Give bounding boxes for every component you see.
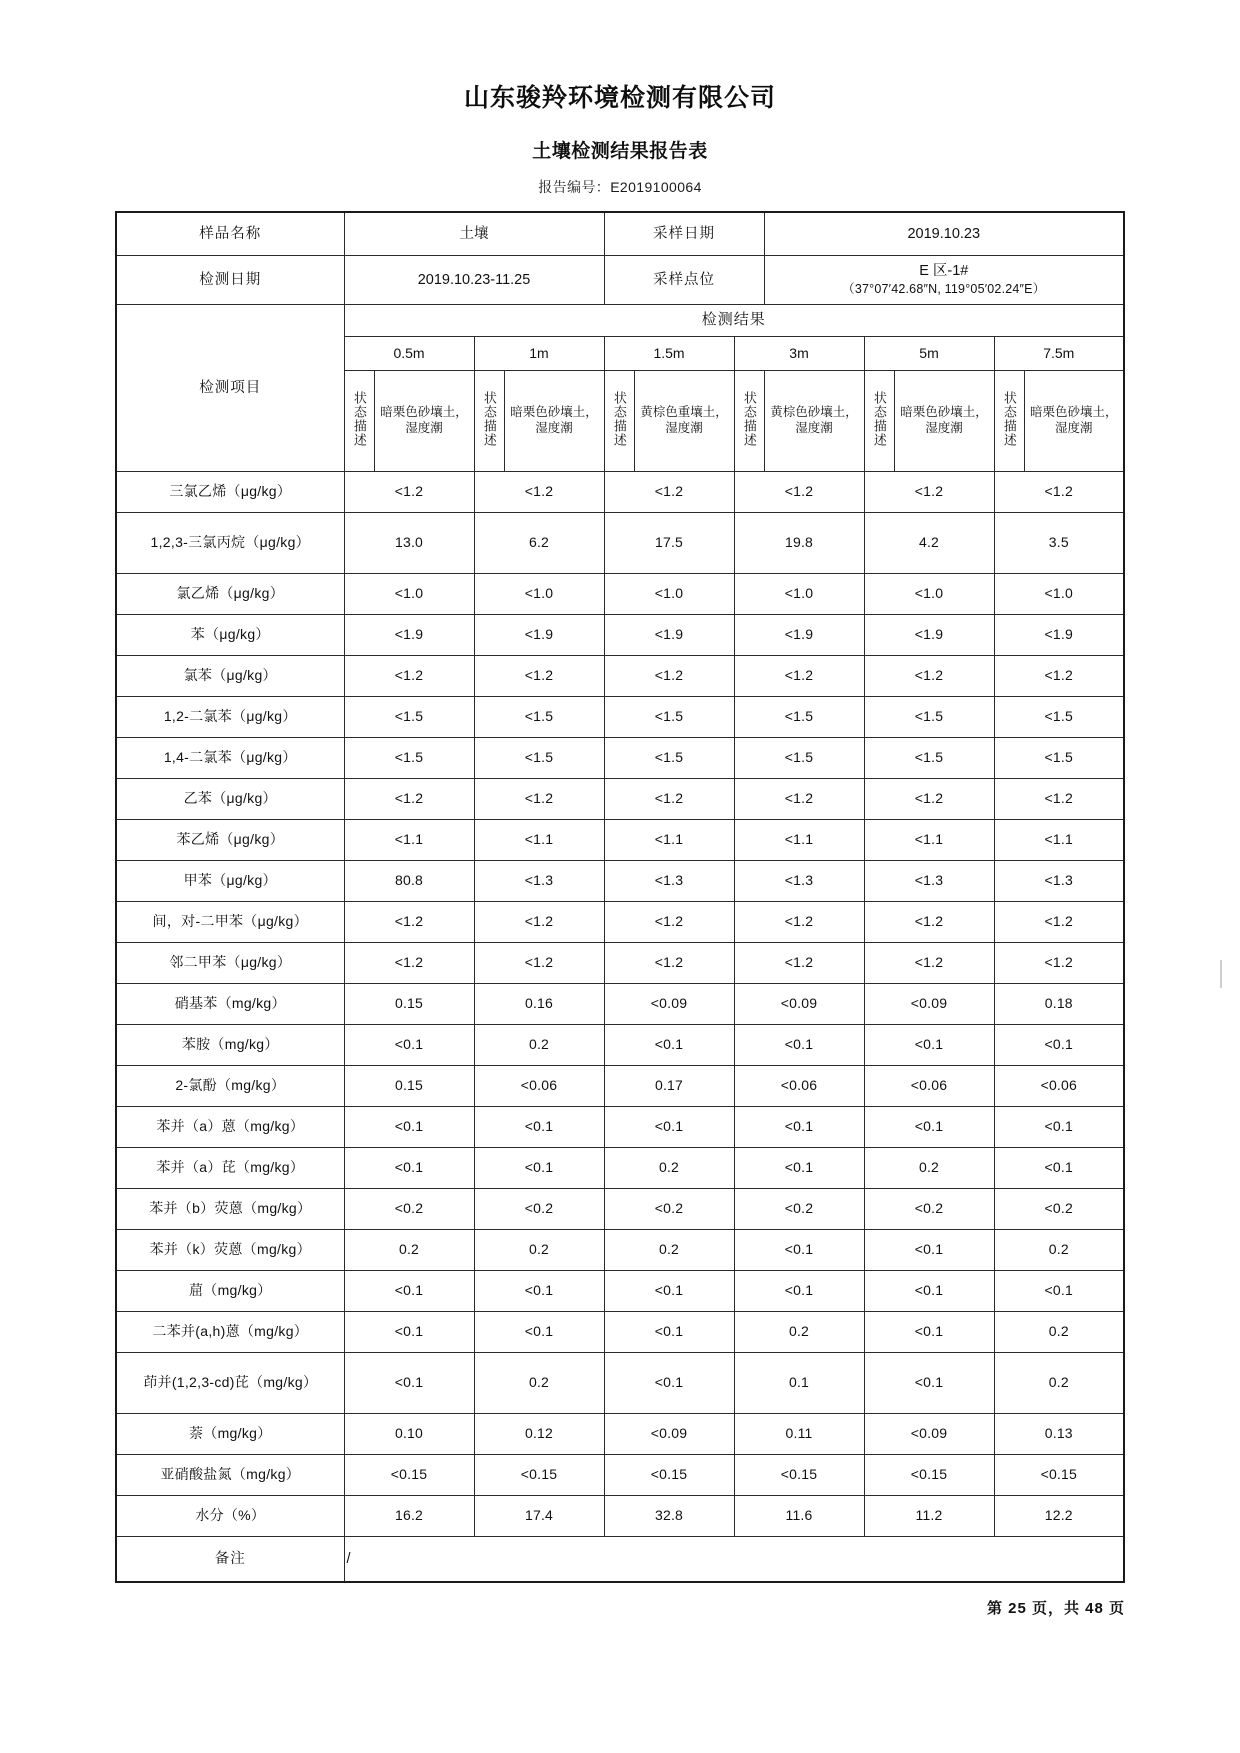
- depth-header-4: 5m: [864, 337, 994, 371]
- analyte-value: <1.0: [864, 574, 994, 615]
- table-row: [116, 615, 1124, 656]
- analyte-value: <0.1: [734, 1230, 864, 1271]
- remark-label: 备注: [116, 1537, 344, 1583]
- analyte-value: <0.09: [864, 1414, 994, 1455]
- analyte-value: <0.15: [344, 1455, 474, 1496]
- analyte-name: 萘（mg/kg）: [116, 1414, 344, 1455]
- analyte-value: <1.1: [604, 820, 734, 861]
- analyte-value: 0.1: [734, 1353, 864, 1414]
- analyte-value: 17.4: [474, 1496, 604, 1537]
- depth-header-3: 3m: [734, 337, 864, 371]
- analyte-value: <0.1: [344, 1025, 474, 1066]
- analyte-value: <0.09: [604, 1414, 734, 1455]
- analyte-value: <1.0: [344, 574, 474, 615]
- table-row: [116, 984, 1124, 1025]
- analyte-name: 苯（μg/kg）: [116, 615, 344, 656]
- state-header-4: 状态描述: [864, 371, 894, 472]
- analyte-value: <0.1: [864, 1025, 994, 1066]
- analyte-value: <1.2: [474, 943, 604, 984]
- analyte-value: 80.8: [344, 861, 474, 902]
- description-4: 暗栗色砂壤土，湿度潮: [894, 371, 994, 472]
- analyte-value: <1.1: [344, 820, 474, 861]
- table-row: [116, 820, 1124, 861]
- table-row: [116, 513, 1124, 574]
- analyte-value: <1.9: [994, 615, 1124, 656]
- analyte-value: 0.15: [344, 984, 474, 1025]
- analyte-value: <1.3: [734, 861, 864, 902]
- description-0: 暗栗色砂壤土，湿度潮: [374, 371, 474, 472]
- analyte-value: <1.2: [734, 779, 864, 820]
- table-row-remark: [116, 1537, 1124, 1583]
- analyte-value: <0.15: [864, 1455, 994, 1496]
- analyte-value: 0.2: [994, 1230, 1124, 1271]
- depth-header-2: 1.5m: [604, 337, 734, 371]
- analyte-value: <0.1: [864, 1312, 994, 1353]
- analyte-value: <1.2: [864, 779, 994, 820]
- table-row: [116, 738, 1124, 779]
- analyte-value: <1.2: [994, 472, 1124, 513]
- analyte-value: 0.16: [474, 984, 604, 1025]
- item-column-header: 检测项目: [116, 305, 344, 472]
- analyte-value: <0.1: [344, 1353, 474, 1414]
- table-row: [116, 1189, 1124, 1230]
- analyte-value: 0.2: [604, 1230, 734, 1271]
- table-row: [116, 472, 1124, 513]
- analyte-value: <1.2: [344, 779, 474, 820]
- description-3: 黄棕色砂壤土，湿度潮: [764, 371, 864, 472]
- analyte-value: <0.1: [344, 1148, 474, 1189]
- analyte-value: <1.2: [604, 472, 734, 513]
- analyte-value: 0.12: [474, 1414, 604, 1455]
- sampling-point-value: [764, 256, 1124, 305]
- analyte-value: <1.0: [474, 574, 604, 615]
- analyte-value: <1.9: [474, 615, 604, 656]
- analyte-value: <1.9: [344, 615, 474, 656]
- analyte-value: <0.2: [994, 1189, 1124, 1230]
- analyte-value: <0.06: [474, 1066, 604, 1107]
- analyte-value: 0.2: [474, 1353, 604, 1414]
- analyte-value: <1.3: [604, 861, 734, 902]
- analyte-value: <1.0: [734, 574, 864, 615]
- analyte-value: 32.8: [604, 1496, 734, 1537]
- analyte-name: 苯并（b）荧蒽（mg/kg）: [116, 1189, 344, 1230]
- table-row: [116, 861, 1124, 902]
- analyte-value: <1.2: [864, 902, 994, 943]
- analyte-value: <1.5: [474, 738, 604, 779]
- state-header-2: 状态描述: [604, 371, 634, 472]
- analyte-value: <0.06: [994, 1066, 1124, 1107]
- analyte-value: <0.1: [994, 1025, 1124, 1066]
- analyte-value: <0.2: [734, 1189, 864, 1230]
- analyte-value: 0.2: [994, 1312, 1124, 1353]
- analyte-value: <0.1: [474, 1271, 604, 1312]
- analyte-value: <1.3: [474, 861, 604, 902]
- analyte-name: 水分（%）: [116, 1496, 344, 1537]
- analyte-value: <1.5: [994, 738, 1124, 779]
- analyte-value: <1.9: [864, 615, 994, 656]
- analyte-value: 17.5: [604, 513, 734, 574]
- analyte-value: <0.09: [604, 984, 734, 1025]
- analyte-name: 1,2-二氯苯（μg/kg）: [116, 697, 344, 738]
- analyte-value: <0.09: [864, 984, 994, 1025]
- state-header-0: 状态描述: [344, 371, 374, 472]
- analyte-value: 0.2: [734, 1312, 864, 1353]
- analyte-value: <0.15: [604, 1455, 734, 1496]
- analyte-value: <0.09: [734, 984, 864, 1025]
- analyte-name: 茚并(1,2,3-cd)芘（mg/kg）: [116, 1353, 344, 1414]
- analyte-value: <0.1: [864, 1271, 994, 1312]
- analyte-value: <0.15: [994, 1455, 1124, 1496]
- table-row: [116, 1414, 1124, 1455]
- table-row: [116, 1455, 1124, 1496]
- analyte-value: <0.1: [344, 1312, 474, 1353]
- analyte-name: 亚硝酸盐氮（mg/kg）: [116, 1455, 344, 1496]
- sample-name-value: 土壤: [344, 212, 604, 256]
- analyte-value: 0.2: [864, 1148, 994, 1189]
- analyte-name: 苯并（a）蒽（mg/kg）: [116, 1107, 344, 1148]
- analyte-value: <1.2: [344, 943, 474, 984]
- description-5: 暗栗色砂壤土，湿度潮: [1024, 371, 1124, 472]
- analyte-name: 硝基苯（mg/kg）: [116, 984, 344, 1025]
- state-header-5: 状态描述: [994, 371, 1024, 472]
- analyte-value: <1.2: [344, 902, 474, 943]
- analyte-value: 3.5: [994, 513, 1124, 574]
- results-group-header: 检测结果: [344, 305, 1124, 337]
- analyte-value: <1.5: [344, 697, 474, 738]
- analyte-value: <1.2: [864, 943, 994, 984]
- analyte-value: <1.2: [994, 943, 1124, 984]
- table-row: [116, 1025, 1124, 1066]
- analyte-value: 12.2: [994, 1496, 1124, 1537]
- analyte-value: 11.2: [864, 1496, 994, 1537]
- sampling-point-label: 采样点位: [604, 256, 764, 305]
- analyte-name: 䓛（mg/kg）: [116, 1271, 344, 1312]
- analyte-name: 间，对-二甲苯（μg/kg）: [116, 902, 344, 943]
- analyte-value: <1.3: [864, 861, 994, 902]
- analyte-value: <1.2: [474, 656, 604, 697]
- analyte-value: <0.06: [734, 1066, 864, 1107]
- analyte-value: <0.2: [864, 1189, 994, 1230]
- analyte-value: 0.2: [344, 1230, 474, 1271]
- analyte-value: <1.2: [864, 472, 994, 513]
- analyte-value: <0.06: [864, 1066, 994, 1107]
- analyte-value: <0.1: [344, 1107, 474, 1148]
- analyte-value: <1.2: [734, 902, 864, 943]
- analyte-value: 0.13: [994, 1414, 1124, 1455]
- page-title: 土壤检测结果报告表: [532, 141, 708, 162]
- analyte-value: <0.1: [734, 1271, 864, 1312]
- analyte-value: <1.5: [474, 697, 604, 738]
- analyte-value: 0.2: [994, 1353, 1124, 1414]
- analyte-value: <1.2: [604, 779, 734, 820]
- table-row: [116, 1148, 1124, 1189]
- report-number-label: 报告编号：: [538, 179, 611, 195]
- analyte-value: 0.17: [604, 1066, 734, 1107]
- analyte-value: 0.11: [734, 1414, 864, 1455]
- analyte-value: <1.2: [474, 779, 604, 820]
- analyte-value: 0.18: [994, 984, 1124, 1025]
- report-number-value: E2019100064: [610, 179, 702, 195]
- analyte-value: 11.6: [734, 1496, 864, 1537]
- analyte-value: <0.1: [604, 1353, 734, 1414]
- table-row-test-info: [116, 256, 1124, 305]
- analyte-value: <1.5: [734, 697, 864, 738]
- state-header-3: 状态描述: [734, 371, 764, 472]
- analyte-value: <0.2: [604, 1189, 734, 1230]
- analyte-value: <0.1: [474, 1312, 604, 1353]
- analyte-name: 乙苯（μg/kg）: [116, 779, 344, 820]
- state-header-1: 状态描述: [474, 371, 504, 472]
- analyte-value: <1.1: [474, 820, 604, 861]
- analyte-value: <1.5: [604, 697, 734, 738]
- analyte-value: 19.8: [734, 513, 864, 574]
- analyte-value: <0.1: [734, 1107, 864, 1148]
- analyte-value: <0.1: [604, 1312, 734, 1353]
- analyte-value: <1.2: [474, 902, 604, 943]
- analyte-value: <1.5: [994, 697, 1124, 738]
- analyte-name: 苯胺（mg/kg）: [116, 1025, 344, 1066]
- table-row: [116, 1312, 1124, 1353]
- analyte-name: 邻二甲苯（μg/kg）: [116, 943, 344, 984]
- table-row: [116, 1496, 1124, 1537]
- analyte-value: <0.1: [474, 1148, 604, 1189]
- table-row: [116, 1230, 1124, 1271]
- analyte-value: <1.5: [344, 738, 474, 779]
- company-name: 山东骏羚环境检测有限公司: [463, 84, 776, 112]
- analyte-name: 甲苯（μg/kg）: [116, 861, 344, 902]
- analyte-value: <0.1: [604, 1271, 734, 1312]
- scan-edge-mark: [1220, 960, 1222, 988]
- page-footer: 第 25 页，共 48 页: [986, 1600, 1125, 1617]
- analyte-value: <1.2: [344, 656, 474, 697]
- remark-value: /: [344, 1537, 1124, 1583]
- test-date-value: 2019.10.23-11.25: [344, 256, 604, 305]
- analyte-rows: [116, 472, 1124, 1537]
- analyte-value: <0.2: [344, 1189, 474, 1230]
- analyte-value: <1.1: [994, 820, 1124, 861]
- table-row: [116, 1271, 1124, 1312]
- analyte-value: <1.2: [734, 943, 864, 984]
- sampling-date-label: 采样日期: [604, 212, 764, 256]
- analyte-name: 三氯乙烯（μg/kg）: [116, 472, 344, 513]
- analyte-value: <1.2: [604, 656, 734, 697]
- analyte-name: 1,4-二氯苯（μg/kg）: [116, 738, 344, 779]
- analyte-name: 苯并（k）荧蒽（mg/kg）: [116, 1230, 344, 1271]
- analyte-value: <1.5: [864, 697, 994, 738]
- analyte-value: 13.0: [344, 513, 474, 574]
- analyte-value: <1.9: [734, 615, 864, 656]
- analyte-value: <0.1: [344, 1271, 474, 1312]
- analyte-value: 0.10: [344, 1414, 474, 1455]
- analyte-value: <0.1: [734, 1148, 864, 1189]
- sampling-point-coordinates: （37°07′42.68″N, 119°05′02.24″E）: [842, 282, 1046, 297]
- analyte-value: <0.1: [604, 1025, 734, 1066]
- depth-header-0: 0.5m: [344, 337, 474, 371]
- table-row: [116, 1066, 1124, 1107]
- analyte-value: <1.2: [734, 472, 864, 513]
- analyte-value: <1.2: [604, 902, 734, 943]
- analyte-value: <1.3: [994, 861, 1124, 902]
- table-row: [116, 1353, 1124, 1414]
- analyte-value: 16.2: [344, 1496, 474, 1537]
- analyte-value: 4.2: [864, 513, 994, 574]
- analyte-value: <0.1: [864, 1353, 994, 1414]
- depth-header-5: 7.5m: [994, 337, 1124, 371]
- table-row: [116, 574, 1124, 615]
- analyte-name: 2-氯酚（mg/kg）: [116, 1066, 344, 1107]
- test-date-label: 检测日期: [116, 256, 344, 305]
- analyte-value: 0.2: [474, 1230, 604, 1271]
- table-row: [116, 902, 1124, 943]
- analyte-value: <0.1: [864, 1230, 994, 1271]
- analyte-value: <1.2: [864, 656, 994, 697]
- analyte-name: 1,2,3-三氯丙烷（μg/kg）: [116, 513, 344, 574]
- analyte-value: <0.1: [604, 1107, 734, 1148]
- depth-header-1: 1m: [474, 337, 604, 371]
- analyte-value: <1.1: [734, 820, 864, 861]
- analyte-value: <1.0: [604, 574, 734, 615]
- table-row-results-header: [116, 305, 1124, 337]
- analyte-value: 0.2: [474, 1025, 604, 1066]
- table-row-sample-info: [116, 212, 1124, 256]
- sample-name-label: 样品名称: [116, 212, 344, 256]
- analyte-name: 苯乙烯（μg/kg）: [116, 820, 344, 861]
- analyte-value: <1.2: [994, 656, 1124, 697]
- analyte-value: <0.2: [474, 1189, 604, 1230]
- analyte-value: <0.1: [994, 1107, 1124, 1148]
- analyte-value: 6.2: [474, 513, 604, 574]
- analyte-value: <0.15: [734, 1455, 864, 1496]
- analyte-name: 氯苯（μg/kg）: [116, 656, 344, 697]
- analyte-name: 苯并（a）芘（mg/kg）: [116, 1148, 344, 1189]
- table-row: [116, 1107, 1124, 1148]
- description-1: 暗栗色砂壤土，湿度潮: [504, 371, 604, 472]
- analyte-value: <1.2: [474, 472, 604, 513]
- analyte-value: <0.1: [994, 1271, 1124, 1312]
- results-table-container: [115, 211, 1125, 1583]
- analyte-value: 0.15: [344, 1066, 474, 1107]
- report-number: [0, 177, 1240, 197]
- analyte-value: <0.1: [864, 1107, 994, 1148]
- description-2: 黄棕色重壤土，湿度潮: [634, 371, 734, 472]
- analyte-value: 0.2: [604, 1148, 734, 1189]
- analyte-value: <0.15: [474, 1455, 604, 1496]
- table-row: [116, 656, 1124, 697]
- analyte-name: 二苯并(a,h)蒽（mg/kg）: [116, 1312, 344, 1353]
- analyte-value: <1.2: [994, 779, 1124, 820]
- analyte-value: <1.1: [864, 820, 994, 861]
- analyte-value: <0.1: [734, 1025, 864, 1066]
- sampling-date-value: 2019.10.23: [764, 212, 1124, 256]
- analyte-value: <0.1: [994, 1148, 1124, 1189]
- analyte-value: <1.2: [604, 943, 734, 984]
- analyte-value: <1.2: [734, 656, 864, 697]
- analyte-value: <0.1: [474, 1107, 604, 1148]
- analyte-name: 氯乙烯（μg/kg）: [116, 574, 344, 615]
- table-row: [116, 943, 1124, 984]
- soil-results-table: [115, 211, 1125, 1583]
- table-row: [116, 779, 1124, 820]
- analyte-value: <1.5: [734, 738, 864, 779]
- analyte-value: <1.2: [344, 472, 474, 513]
- table-row: [116, 697, 1124, 738]
- analyte-value: <1.9: [604, 615, 734, 656]
- analyte-value: <1.5: [604, 738, 734, 779]
- analyte-value: <1.2: [994, 902, 1124, 943]
- sampling-point-name: E 区-1#: [919, 263, 969, 280]
- analyte-value: <1.0: [994, 574, 1124, 615]
- analyte-value: <1.5: [864, 738, 994, 779]
